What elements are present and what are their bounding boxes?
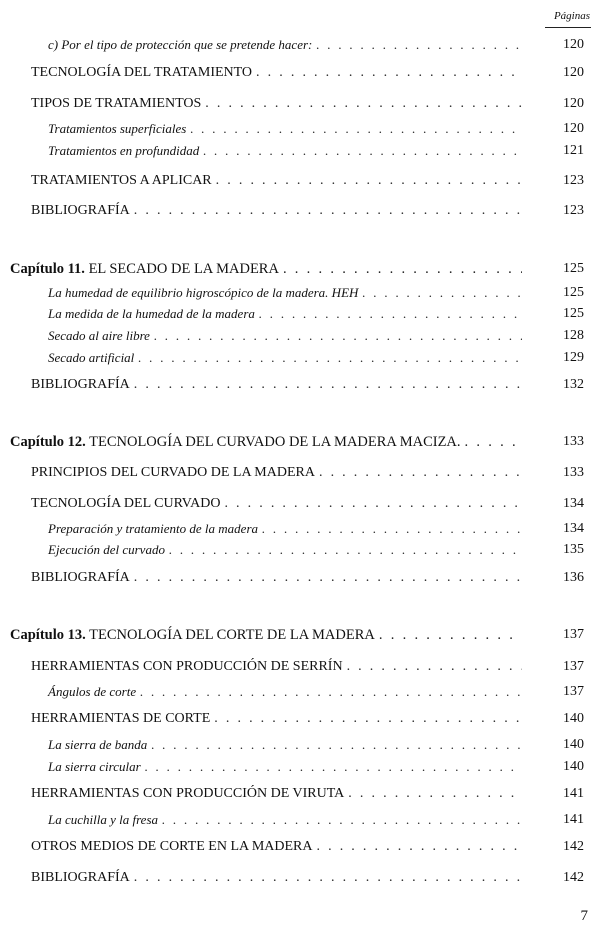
- chapter-12-entry[interactable]: [10, 434, 522, 454]
- toc-entry[interactable]: [48, 542, 522, 562]
- toc-entry-label: Tratamientos en profundidad: [48, 143, 200, 158]
- toc-entry[interactable]: [31, 465, 522, 485]
- chapter-title: EL SECADO DE LA MADERA: [88, 261, 279, 277]
- toc-entry-label: La medida de la humedad de la madera: [48, 306, 255, 321]
- toc-entry-label: BIBLIOGRAFÍA: [31, 377, 130, 392]
- leader-dots: [154, 328, 522, 344]
- toc-page-number: 125: [563, 306, 584, 321]
- toc-entry-label: BIBLIOGRAFÍA: [31, 570, 130, 585]
- leader-dots: [379, 627, 522, 644]
- toc-page-number: 140: [563, 759, 584, 774]
- toc-entry-label: Tratamientos superficiales: [48, 121, 187, 136]
- toc-entry[interactable]: [48, 737, 522, 757]
- toc-page-number: 120: [563, 65, 584, 80]
- toc-page-number: 128: [563, 328, 584, 343]
- toc-entry-label: La sierra circular: [48, 759, 141, 774]
- toc-page-number: 120: [563, 96, 584, 111]
- toc-entry-label: [10, 261, 279, 278]
- toc-entry-label: HERRAMIENTAS DE CORTE: [31, 711, 211, 726]
- toc-entry[interactable]: [31, 839, 522, 859]
- toc-entry-label: c) Por el tipo de protección que se pretende hacer:: [48, 37, 313, 52]
- toc-page-number: 142: [563, 839, 584, 854]
- leader-dots: [169, 542, 522, 558]
- toc-entry[interactable]: [48, 759, 522, 779]
- toc-entry-label: TECNOLOGÍA DEL CURVADO: [31, 496, 221, 511]
- toc-page-number: 137: [563, 659, 584, 674]
- toc-entry[interactable]: [48, 306, 522, 326]
- leader-dots: [348, 786, 522, 802]
- toc-entry-label: OTROS MEDIOS DE CORTE EN LA MADERA: [31, 839, 313, 854]
- toc-page-number: 123: [563, 173, 584, 188]
- toc-entry[interactable]: [48, 285, 522, 305]
- toc-page-number: 133: [563, 434, 584, 449]
- toc-entry-label: Preparación y tratamiento de la madera: [48, 521, 259, 536]
- toc-page-number: 141: [563, 786, 584, 801]
- toc-entry-label: TECNOLOGÍA DEL TRATAMIENTO: [31, 65, 253, 80]
- chapter-title: TECNOLOGÍA DEL CURVADO DE LA MADERA MACIZA.: [89, 434, 461, 450]
- leader-dots: [465, 434, 522, 451]
- toc-page-number: 142: [563, 870, 584, 885]
- leader-dots: [319, 465, 522, 481]
- toc-entry[interactable]: [31, 711, 522, 731]
- toc-entry[interactable]: [31, 659, 522, 679]
- toc-page-number: 134: [563, 521, 584, 536]
- pages-column-header: Páginas: [553, 10, 590, 22]
- leader-dots: [134, 203, 522, 219]
- toc-page-number: 133: [563, 465, 584, 480]
- toc-entry[interactable]: [31, 570, 522, 590]
- toc-page-number: 141: [563, 812, 584, 827]
- chapter-number: Capítulo 13.: [10, 627, 86, 643]
- leader-dots: [256, 65, 522, 81]
- chapter-number: Capítulo 11.: [10, 261, 85, 277]
- toc-page-number: 125: [563, 285, 584, 300]
- toc-entry[interactable]: [48, 521, 522, 541]
- toc-entry[interactable]: [31, 870, 522, 890]
- toc-page-number: 137: [563, 684, 584, 699]
- leader-dots: [138, 350, 522, 366]
- toc-entry-label: [10, 434, 461, 451]
- toc-entry[interactable]: [31, 496, 522, 516]
- toc-entry-label: Secado al aire libre: [48, 328, 150, 343]
- leader-dots: [283, 261, 522, 278]
- leader-dots: [205, 96, 522, 112]
- toc-page-number: 125: [563, 261, 584, 276]
- toc-page-number: 136: [563, 570, 584, 585]
- toc-entry-label: La humedad de equilibrio higroscópico de la madera. HEH: [48, 285, 359, 300]
- toc-entry[interactable]: [31, 203, 522, 223]
- header-underline: [545, 27, 591, 28]
- toc-entry[interactable]: [48, 812, 522, 832]
- leader-dots: [134, 870, 522, 886]
- toc-entry-label: Ángulos de corte: [48, 684, 137, 699]
- toc-entry[interactable]: [31, 96, 522, 116]
- page-number: 7: [580, 908, 588, 924]
- toc-entry-label: BIBLIOGRAFÍA: [31, 870, 130, 885]
- toc-entry[interactable]: [31, 173, 522, 193]
- leader-dots: [162, 812, 522, 828]
- leader-dots: [259, 306, 522, 322]
- chapter-title: TECNOLOGÍA DEL CORTE DE LA MADERA: [89, 627, 375, 643]
- toc-page-number: 137: [563, 627, 584, 642]
- toc-entry-label: HERRAMIENTAS CON PRODUCCIÓN DE VIRUTA: [31, 786, 345, 801]
- toc-page-number: 135: [563, 542, 584, 557]
- toc-entry-label: TRATAMIENTOS A APLICAR: [31, 173, 212, 188]
- toc-page-number: 132: [563, 377, 584, 392]
- toc-entry-label: La sierra de banda: [48, 737, 148, 752]
- toc-entry[interactable]: [48, 328, 522, 348]
- toc-entry-label: La cuchilla y la fresa: [48, 812, 159, 827]
- toc-entry[interactable]: [48, 121, 522, 141]
- toc-page-number: 140: [563, 711, 584, 726]
- toc-entry[interactable]: [48, 143, 522, 163]
- toc-entry[interactable]: [31, 786, 522, 806]
- leader-dots: [203, 143, 522, 159]
- leader-dots: [224, 496, 522, 512]
- toc-entry[interactable]: [31, 65, 522, 85]
- toc-page-number: 134: [563, 496, 584, 511]
- toc-page-number: 140: [563, 737, 584, 752]
- toc-page-number: 129: [563, 350, 584, 365]
- leader-dots: [214, 711, 522, 727]
- toc-entry-label: PRINCIPIOS DEL CURVADO DE LA MADERA: [31, 465, 315, 480]
- toc-entry[interactable]: [31, 377, 522, 397]
- leader-dots: [190, 121, 522, 137]
- toc-entry-label: [10, 627, 375, 644]
- toc-entry-label: Secado artificial: [48, 350, 135, 365]
- toc-entry[interactable]: [48, 350, 522, 370]
- leader-dots: [216, 173, 522, 189]
- toc-entry-label: Ejecución del curvado: [48, 542, 165, 557]
- leader-dots: [316, 37, 522, 53]
- leader-dots: [140, 684, 522, 700]
- toc-page-number: 121: [563, 143, 584, 158]
- leader-dots: [317, 839, 523, 855]
- toc-entry-label: HERRAMIENTAS CON PRODUCCIÓN DE SERRÍN: [31, 659, 343, 674]
- toc-page-number: 123: [563, 203, 584, 218]
- chapter-number: Capítulo 12.: [10, 434, 86, 450]
- leader-dots: [134, 377, 522, 393]
- leader-dots: [262, 521, 522, 537]
- chapter-11-entry[interactable]: [10, 261, 522, 281]
- leader-dots: [134, 570, 522, 586]
- toc-entry-label: BIBLIOGRAFÍA: [31, 203, 130, 218]
- leader-dots: [362, 285, 522, 301]
- leader-dots: [347, 659, 522, 675]
- toc-entry[interactable]: [48, 684, 522, 704]
- toc-entry[interactable]: [48, 37, 522, 57]
- leader-dots: [145, 759, 522, 775]
- leader-dots: [151, 737, 522, 753]
- toc-page-number: 120: [563, 121, 584, 136]
- toc-page-number: 120: [563, 37, 584, 52]
- toc-entry-label: TIPOS DE TRATAMIENTOS: [31, 96, 202, 111]
- chapter-13-entry[interactable]: [10, 627, 522, 647]
